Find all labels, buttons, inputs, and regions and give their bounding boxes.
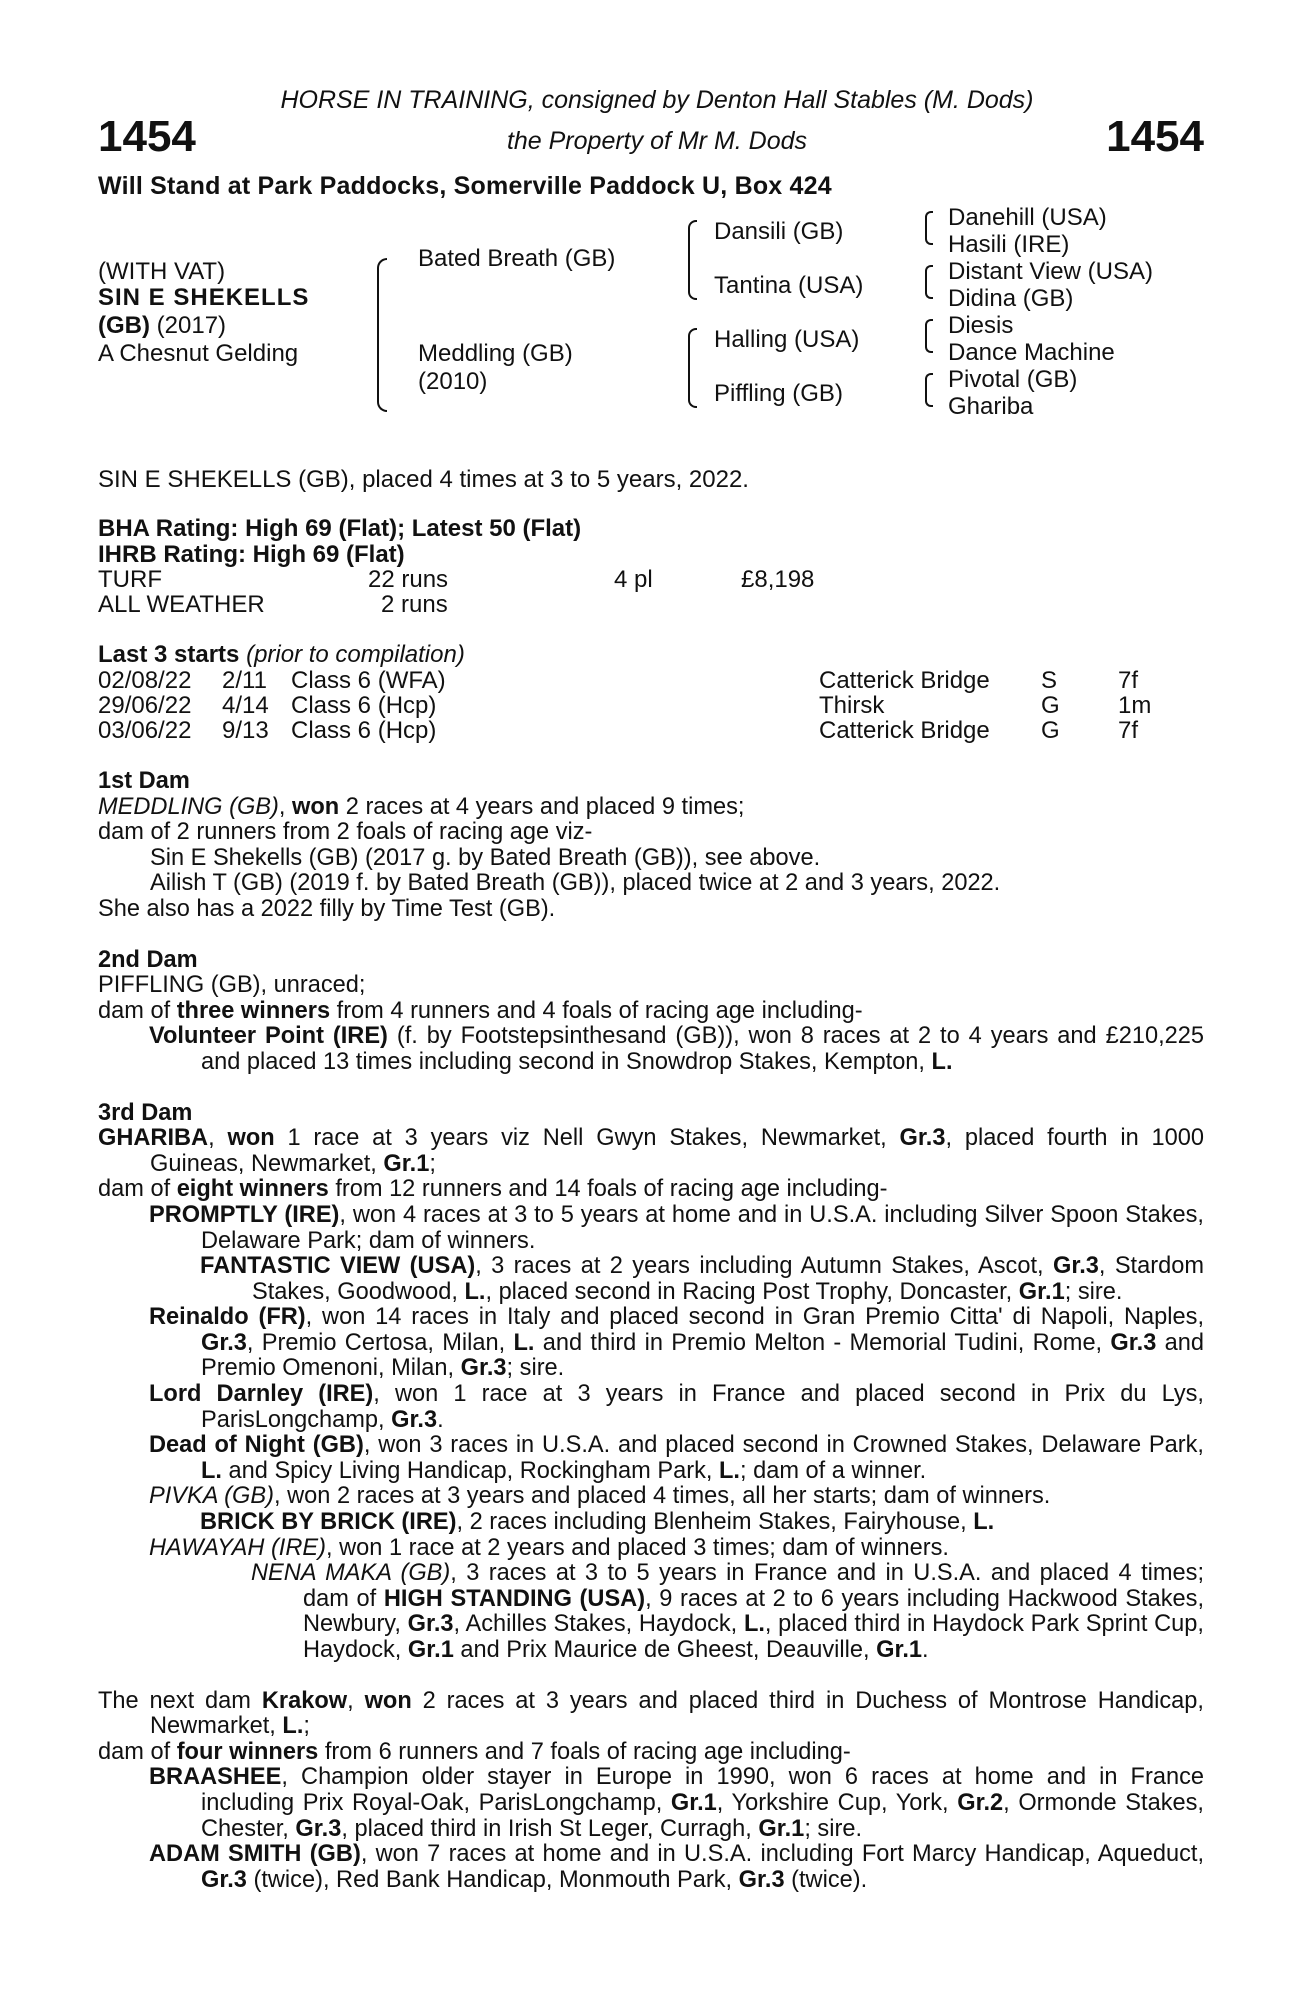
race-summary: SIN E SHEKELLS (GB), placed 4 times at 3 to 5 years, 2022. [98, 466, 749, 493]
lot-number-left: 1454 [98, 112, 196, 161]
sire-dam-dam: Didina (GB) [948, 285, 1074, 312]
bracket-ss [925, 211, 933, 245]
dam3-produce-nena-maka: NENA MAKA (GB), 3 races at 3 to 5 years in France and in U.S.A. and placed 4 times; dam of HIGH STANDING (USA), 9 races at 2 to 6 years including Hackwood Stakes, Newbury, Gr.3, Achilles Stakes, Haydock, L., placed third in Haydock Park Sprint Cup, Haydock, Gr.1 and Prix Maurice de Gheest, Deauville, Gr.1. [251, 1560, 1205, 1663]
dam1-produce-1: Sin E Shekells (GB) (2017 g. by Bated Breath (GB)), see above. [150, 844, 821, 871]
bha-rating: BHA Rating: High 69 (Flat); Latest 50 (Flat) [98, 515, 582, 542]
property-line: the Property of Mr M. Dods [506, 127, 808, 155]
bracket-ds [925, 319, 933, 353]
dam1-line-2: dam of 2 runners from 2 foals of racing age viz- [98, 819, 593, 846]
dam1-produce-2: Ailish T (GB) (2019 f. by Bated Breath (GB)), placed twice at 2 and 3 years, 2022. [150, 870, 1001, 897]
dam-sire-dam: Dance Machine [948, 339, 1115, 366]
dam-dam-sire: Pivotal (GB) [948, 366, 1078, 393]
dam-sire-sire: Diesis [948, 312, 1014, 339]
vat-note: (WITH VAT) [98, 258, 226, 285]
dam3-title: 3rd Dam [98, 1099, 193, 1126]
bracket-sd [925, 265, 933, 299]
bracket-dd [925, 373, 933, 407]
aw-label: ALL WEATHER [98, 591, 265, 618]
dam1-line-5: She also has a 2022 filly by Time Test (GB). [98, 895, 556, 922]
dam3-produce-promptly: PROMPTLY (IRE), won 4 races at 3 to 5 years at home and in U.S.A. including Silver Spoon Stakes, Delaware Park; dam of winners. [149, 1201, 1204, 1254]
sire-sire: Dansili (GB) [714, 218, 844, 245]
dam3-produce-fantastic-view: FANTASTIC VIEW (USA), 3 races at 2 years including Autumn Stakes, Ascot, Gr.3, Stardom Stakes, Goodwood, L., placed second in Racing Post Trophy, Doncaster, Gr.1; sire. [200, 1253, 1204, 1305]
bracket-sire [688, 220, 697, 300]
dam2-produce-1: Volunteer Point (IRE) (f. by Footstepsinthesand (GB)), won 8 races at 2 to 4 years and £210,225 and placed 13 times including second in Snowdrop Stakes, Kempton, L. [149, 1023, 1204, 1075]
dam-year: (2010) [418, 368, 488, 395]
turf-prize: £8,198 [741, 566, 815, 593]
dam: Meddling (GB) [418, 340, 573, 367]
sire-dam: Tantina (USA) [714, 272, 864, 299]
ihrb-rating: IHRB Rating: High 69 (Flat) [98, 541, 405, 568]
next-dam-line-1: The next dam Krakow, won 2 races at 3 years and placed third in Duchess of Montrose Handicap, Newmarket, L.; [98, 1687, 1204, 1740]
bracket-dam [688, 328, 697, 408]
dam3-line-2: dam of eight winners from 12 runners and 14 foals of racing age including- [98, 1176, 888, 1203]
family-text [98, 769, 1204, 1893]
dam-sire: Halling (USA) [714, 326, 860, 353]
horse-name: SIN E SHEKELLS [98, 284, 310, 311]
next-dam-produce-adam-smith: ADAM SMITH (GB), won 7 races at home and in U.S.A. including Fort Marcy Handicap, Aqueduct, Gr.3 (twice), Red Bank Handicap, Monmouth Park, Gr.3 (twice). [149, 1841, 1204, 1893]
consignor-line: HORSE IN TRAINING, consigned by Denton Hall Stables (M. Dods) [280, 86, 1034, 114]
dam2-line-2: dam of three winners from 4 runners and 4 foals of racing age including- [98, 997, 863, 1024]
turf-placed: 4 pl [614, 566, 653, 593]
dam1-line-1: MEDDLING (GB), won 2 races at 4 years and placed 9 times; [98, 793, 745, 820]
bracket-gen1 [377, 258, 387, 412]
dam3-produce-lord-darnley: Lord Darnley (IRE), won 1 race at 3 years in France and placed second in Prix du Lys, ParisLongchamp, Gr.3. [149, 1381, 1204, 1433]
catalogue-page: 1454 1454 HORSE IN TRAINING, consigned by Denton Hall Stables (M. Dods) the Property of Mr M. Dods Will Stand at Park Paddocks, Somerville Paddock U, Box 424 (WITH VAT) SIN E SHEKELLS (GB) (2017) A Chesnut Gelding Bated Breath (GB) Meddling (GB) (2010) Dansili (GB) Tantina (USA) Halling (USA) Piffling (GB) Danehill (USA) Hasili (IRE) Distant View (USA) Didina (GB) Diesis Dance Machine Pivotal (GB) Ghariba SIN E SHEKELLS (GB), placed 4 times at 3 to 5 years, 2022. BHA Rating: High 69 (Flat); Latest 50 (Flat) IHRB Rating: High 69 (Flat) TURF 22 runs 4 pl £8,198 ALL WEATHER 2 runs Last 3 starts (prior to compilation) 02/08/22 2/11 Class 6 (WFA) Catterick Bridge S 7f 29/06/22 4/14 Class 6 (Hcp) Thirsk G 1m 03/06/22 9/13 Class 6 (Hcp) Catterick Bridge G 7f 1st Dam MEDDLING (GB), won 2 races at 4 years and placed 9 times; dam of 2 runners from 2 foals of racing age viz- Sin E Shekells (GB) (2017 g. by Bated Breath (GB)), see above. Ailish T (GB) (2019 f. by Bated Breath (GB)), placed twice at 2 and 3 years, 2022. She also has a 2022 filly by Time Test (GB). 2nd Dam PIFFLING (GB), unraced; dam of three winners from 4 runners and 4 foals of racing age including- Volunteer Point (IRE) (f. by Footstepsinthesand (GB)), won 8 races at 2 to 4 years and £210,225 and placed 13 times including second in Snowdrop Stakes, Kempton, L. 3rd Dam GHARIBA, won 1 race at 3 years viz Nell Gwyn Stakes, Newmarket, Gr.3, placed fourth in 1000 Guineas, Newmarket, Gr.1; dam of eight winners from 12 runners and 14 foals of racing age including- PROMPTLY (IRE), won 4 races at 3 to 5 years at home and in U.S.A. including Silver Spoon Stakes, Delaware Park; dam of winners. FANTASTIC VIEW (USA), 3 races at 2 years including Autumn Stakes, Ascot, Gr.3, Stardom Stakes, Goodwood, L., placed second in Racing Post Trophy, Doncaster, Gr.1; sire. Reinaldo (FR), won 14 races in Italy and placed second in Gran Premio Citta' di Napoli, Naples, Gr.3, Premio Certosa, Milan, L. and third in Premio Melton - Memorial Tudini, Rome, Gr.3 and Premio Omenoni, Milan, Gr.3; sire. Lord Darnley (IRE), won 1 race at 3 years in France and placed second in Prix du Lys, ParisLongchamp, Gr.3. Dead of Night (GB), won 3 races in U.S.A. and placed second in Crowned Stakes, Delaware Park, L. and Spicy Living Handicap, Rockingham Park, L.; dam of a winner. PIVKA (GB), won 2 races at 3 years and placed 4 times, all her starts; dam of winners. BRICK BY BRICK (IRE), 2 races including Blenheim Stakes, Fairyhouse, L. HAWAYAH (IRE), won 1 race at 2 years and placed 3 times; dam of winners. NENA MAKA (GB), 3 races at 3 to 5 years in France and in U.S.A. and placed 4 times; dam of HIGH STANDING (USA), 9 races at 2 to 6 years including Hackwood Stakes, Newbury, Gr.3, Achilles Stakes, Haydock, L., placed third in Haydock Park Sprint Cup, Haydock, Gr.1 and Prix Maurice de Gheest, Deauville, Gr.1. The next dam Krakow, won 2 races at 3 years and placed third in Duchess of Montrose Handicap, Newmarket, L.; dam of four winners from 6 runners and 7 foals of racing age including- BRAASHEE, Champion older stayer in Europe in 1990, won 6 races at home and in France including Prix Royal-Oak, ParisLongchamp, Gr.1, Yorkshire Cup, York, Gr.2, Ormonde Stakes, Chester, Gr.3, placed third in Irish St Leger, Curragh, Gr.1; sire. ADAM SMITH (GB), won 7 races at home and in U.S.A. including Fort Marcy Handicap, Aqueduct, Gr.3 (twice), Red Bank Handicap, Monmouth Park, Gr.3 (twice). [0, 0, 1314, 2000]
aw-runs: 2 runs [381, 591, 448, 618]
dam1-title: 1st Dam [98, 768, 190, 794]
dam2-line-1: PIFFLING (GB), unraced; [98, 972, 366, 999]
next-dam-line-2: dam of four winners from 6 runners and 7 foals of racing age including- [98, 1738, 851, 1765]
dam2-title: 2nd Dam [98, 946, 198, 973]
dam-dam-dam: Ghariba [948, 393, 1034, 420]
horse-description: A Chesnut Gelding [98, 340, 299, 367]
sire: Bated Breath (GB) [418, 245, 616, 272]
dam3-produce-reinaldo: Reinaldo (FR), won 14 races in Italy and placed second in Gran Premio Citta' di Napoli, Naples, Gr.3, Premio Certosa, Milan, L. and third in Premio Melton - Memorial Tudini, Rome, Gr.3 and Premio Omenoni, Milan, Gr.3; sire. [149, 1304, 1204, 1382]
turf-label: TURF [98, 566, 162, 593]
sire-sire-dam: Hasili (IRE) [948, 231, 1070, 258]
sire-sire-sire: Danehill (USA) [948, 204, 1107, 231]
dam3-produce-hawayah: HAWAYAH (IRE), won 1 race at 2 years and placed 3 times; dam of winners. [149, 1534, 949, 1561]
turf-runs: 22 runs [368, 566, 449, 593]
horse-origin-year: (GB) (2017) [98, 312, 227, 339]
dam-dam: Piffling (GB) [714, 380, 843, 407]
dam3-produce-brick-by-brick: BRICK BY BRICK (IRE), 2 races including Blenheim Stakes, Fairyhouse, L. [200, 1509, 995, 1536]
last-starts-title: Last 3 starts (prior to compilation) [98, 641, 465, 668]
next-dam-produce-braashee: BRAASHEE, Champion older stayer in Europe in 1990, won 6 races at home and in France including Prix Royal-Oak, ParisLongchamp, Gr.1, Yorkshire Cup, York, Gr.2, Ormonde Stakes, Chester, Gr.3, placed third in Irish St Leger, Curragh, Gr.1; sire. [149, 1764, 1204, 1842]
stand-location: Will Stand at Park Paddocks, Somerville Paddock U, Box 424 [98, 172, 832, 200]
sire-dam-sire: Distant View (USA) [948, 258, 1153, 285]
dam3-produce-dead-of-night: Dead of Night (GB), won 3 races in U.S.A. and placed second in Crowned Stakes, Delaware Park, L. and Spicy Living Handicap, Rockingham Park, L.; dam of a winner. [149, 1432, 1204, 1484]
dam3-line-1: GHARIBA, won 1 race at 3 years viz Nell Gwyn Stakes, Newmarket, Gr.3, placed fourth in 1000 Guineas, Newmarket, Gr.1; [98, 1125, 1204, 1177]
dam3-produce-pivka: PIVKA (GB), won 2 races at 3 years and placed 4 times, all her starts; dam of winners. [149, 1483, 1051, 1510]
lot-number-right: 1454 [1106, 112, 1204, 161]
